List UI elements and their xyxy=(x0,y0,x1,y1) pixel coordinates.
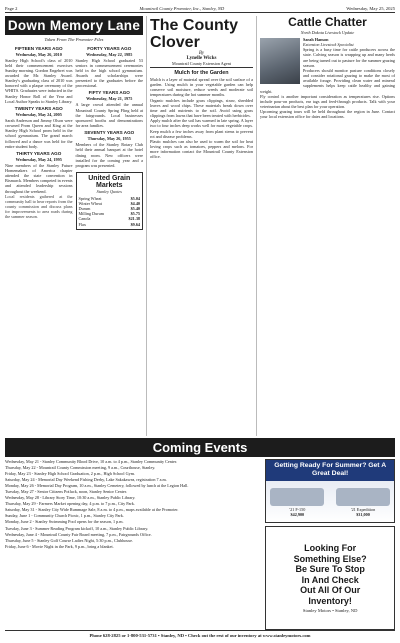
year-date: Wednesday, May 26, 2010 xyxy=(15,51,62,57)
year-heading: FORTY YEARS AGO xyxy=(87,45,132,51)
year-text: Sarah Anderson and Jimmy Olson were crowned Prom Queen and King at the Stanley High School prom held in the school gymnasium. The grand march followed and a dance was held for the entire student body. xyxy=(5,117,73,149)
event-item: Thursday, May 29 - Farmers Market opening day, 4 p.m. to 7 p.m., City Park. xyxy=(5,501,135,507)
issue-date: Wednesday, May 25, 2025 xyxy=(346,5,395,11)
event-item: Wednesday, June 4 - Mountrail County Fair Board meeting, 7 p.m., Fairgrounds Office. xyxy=(5,531,152,537)
memory-entry xyxy=(76,90,144,128)
memory-entry xyxy=(76,46,144,89)
year-text: Stanley High School's class of 2010 held their commencement exercises Sunday morning. Gordon Engebret was awarded the Mr. Stanley Award. Stanley's graduating class of 2010 was honored with a plaque ceremony of the WHITS. Graduates were inducted in the Stanley Honor Roll of the Year and Local Author Speaks to Stanley Library. xyxy=(5,57,73,104)
article-headline: Mulch for the Garden xyxy=(174,70,229,76)
article-paragraph: Producers should monitor pasture conditions closely and consider rotational grazing to make the most of available forage. Providing clean water and mineral supplements helps keep cattle healthy and gaining weight. xyxy=(260,67,395,94)
event-item: Wednesday, May 21 - Stanley Community Blood Drive, 10 a.m. to 4 p.m., Stanley Community Center. xyxy=(5,459,178,464)
truck-image xyxy=(336,488,390,506)
year-date: Wednesday, May 21, 1975 xyxy=(86,96,133,102)
grain-price: $5.75 xyxy=(130,211,140,217)
extension-masthead xyxy=(150,16,253,68)
cattle-author-role: Extension Livestock Specialist xyxy=(303,42,354,48)
article-paragraph: Apply mulch after the soil has warmed in late spring. A layer two to four inches deep works well for most vegetable crops. Keep mulch a few inches away from plant stems to prevent rot and disease problems. xyxy=(150,118,253,139)
year-heading: FIFTEEN YEARS AGO xyxy=(14,45,63,51)
grain-label: Spring Wheat xyxy=(78,195,102,201)
memory-lane-subtitle: Taken From The Promoter Files xyxy=(44,36,104,42)
page-number: Page 2 xyxy=(5,5,18,11)
vehicle-label: '21 F-150 xyxy=(289,507,306,512)
event-item: Monday, May 26 - Memorial Day Program, 10 a.m., Stanley Cemetery, followed by lunch at the Legion Hall. xyxy=(5,483,189,489)
extension-column xyxy=(146,16,256,436)
year-text: Nine members of the Stanley Future Homemakers of America chapter attended the state convention in Bismarck. Members competed in events and attended leadership sessions throughout the weekend. xyxy=(5,162,73,194)
year-date: Wednesday, May 22, 1985 xyxy=(86,51,133,57)
ad-dealer-name: Stanley Motors • Stanley, ND xyxy=(302,608,358,613)
grain-label: Canola xyxy=(78,216,91,222)
memory-entry xyxy=(76,130,144,168)
cattle-subtitle: North Dakota Livestock Update xyxy=(300,30,355,35)
byline-prefix: By xyxy=(198,51,205,56)
event-item: Wednesday, May 28 - Library Story Time, 10:30 a.m., Stanley Public Library. xyxy=(5,495,136,501)
vehicle-label: '21 Expedition xyxy=(350,507,376,512)
year-heading: SEVENTY YEARS AGO xyxy=(84,130,135,136)
article-paragraph: Plastic mulches can also be used to warm the soil for heat loving crops such as tomatoes, peppers and melons. For more information contact the Mountrail County Extension office. xyxy=(150,138,253,160)
memory-lane-banner: Down Memory Lane xyxy=(5,16,143,35)
grain-price: $5.04 xyxy=(130,195,140,201)
memory-entry xyxy=(5,46,73,104)
vehicle-listing[interactable] xyxy=(336,488,390,517)
ad-line: Out All Of Our xyxy=(300,585,361,595)
page-footer xyxy=(5,630,395,640)
extension-title: The County Clover xyxy=(150,17,238,51)
ad-column xyxy=(265,459,395,631)
memory-col-b xyxy=(76,44,144,230)
grain-markets-box xyxy=(76,172,144,230)
author-name: Lynelle Wicks xyxy=(186,56,217,61)
event-item: Friday, May 23 - Stanley High School Graduation, 2 p.m., High School Gym. xyxy=(5,471,135,477)
year-date: Wednesday, May 24, 1995 xyxy=(15,156,62,162)
article-paragraph: Mulch is a layer of material spread over the soil surface of a garden. Using mulch in your vegetable garden can help conserve soil moisture, reduce weeds and moderate soil temperatures during the hot summer months. xyxy=(150,77,253,98)
year-date: Thursday, May 26, 1955 xyxy=(87,136,131,142)
grain-price: $21.38 xyxy=(128,216,140,222)
ad-line: Looking For xyxy=(304,543,357,553)
grain-label: Flax xyxy=(78,221,86,227)
ad-line: Inventory! xyxy=(308,595,352,606)
event-item: Tuesday, May 27 - Senior Citizens Potluck, noon, Stanley Senior Center. xyxy=(5,489,127,495)
grain-label: Winter Wheat xyxy=(78,200,102,206)
vehicle-price: $31,000 xyxy=(356,512,370,517)
grain-label: Milling Durum xyxy=(78,211,104,217)
event-item: Tuesday, June 3 - Summer Reading Program kickoff, 10 a.m., Stanley Public Library. xyxy=(5,525,149,531)
paper-name: Mountrail County Promoter, Inc., Stanley, ND xyxy=(139,5,225,11)
ad-line: Something Else? xyxy=(293,553,367,564)
grain-label: Durum xyxy=(78,205,91,211)
grain-markets-table xyxy=(79,196,141,227)
memory-entry xyxy=(5,106,73,149)
article-paragraph: Organic mulches include grass clippings, straw, shredded leaves and wood chips. These materials break down over time and add nutrients to the soil. Avoid using grass clippings from lawns that have been treated with herbicides. xyxy=(150,97,253,119)
event-item: Monday, June 2 - Stanley Swimming Pool opens for the season, 1 p.m. xyxy=(5,519,124,525)
vehicle-price: $42,900 xyxy=(290,512,305,517)
grain-price: $9.64 xyxy=(130,221,140,227)
grain-price: $4.40 xyxy=(130,200,140,206)
dealer-ad-headline: Getting Ready For Summer? Get A Great Deal! xyxy=(274,462,387,477)
coming-events-title: Coming Events xyxy=(152,440,248,455)
event-item: Thursday, June 5 - Stanley Golf Course Ladies Night, 5:30 p.m., Clubhouse. xyxy=(5,537,134,543)
year-heading: FIFTY YEARS AGO xyxy=(88,90,130,96)
author-role: Mountrail County Extension Agent xyxy=(172,61,231,66)
memory-lane-section xyxy=(5,16,146,436)
event-item: Friday, June 6 - Movie Night in the Park, 9 p.m., bring a blanket. xyxy=(5,543,114,549)
footer-text: Phone 628-2825 or 1-800-531-5731 • Stanley, ND • Check out the rest of our inventory at www.stanleymotors.com xyxy=(89,633,311,638)
cattle-title: Cattle Chatter xyxy=(288,16,367,29)
memory-filler-text: Local residents gathered at the community hall to hear reports from the county commission and discuss plans for improvements to area roads during the summer season. xyxy=(5,193,73,220)
event-item: Thursday, May 22 - Mountrail County Commission meeting, 9 a.m., Courthouse, Stanley. xyxy=(5,465,156,471)
dealer-ad[interactable] xyxy=(265,459,395,523)
year-date: Wednesday, May 24, 2005 xyxy=(15,111,62,117)
grain-market-row xyxy=(79,222,141,227)
inventory-ad[interactable] xyxy=(265,526,395,630)
event-item: Saturday, May 31 - Stanley City Wide Rummage Sale, 8 a.m. to 4 p.m., maps available at the Promoter. xyxy=(5,507,179,513)
event-item: Saturday, May 24 - Memorial Day Weekend Fishing Derby, Lake Sakakawea, registration 7 a.m. xyxy=(5,477,167,483)
grain-price: $5.40 xyxy=(130,205,140,211)
ad-line: In And Check xyxy=(301,574,359,585)
coming-events-list xyxy=(5,459,261,631)
memory-col-a xyxy=(5,44,73,230)
cattle-author: Sarah Hanson xyxy=(303,37,329,42)
article-paragraph: Fly control is another important consideration as temperatures rise. Options include pour-on products, ear tags and feed-through products. Talk with your veterinarian about the best plan for your operation. xyxy=(260,93,395,110)
truck-image xyxy=(270,488,324,506)
year-text: Members of the Stanley Rotary Club held their annual banquet at the hotel dining room. New officers were installed for the coming year and a program was presented. xyxy=(75,142,143,168)
article-paragraph: Spring is a busy time for cattle producers across the state. Calving season is wrapping up and many herds are being turned out to pasture for the summer grazing season. xyxy=(303,47,395,68)
ad-line: Be Sure To Stop xyxy=(295,564,365,574)
article-paragraph: Upcoming grazing tours will be held throughout the region in June. Contact your local extension office for dates and locations. xyxy=(260,109,395,120)
grain-markets-title: United Grain Markets xyxy=(88,175,131,189)
vehicle-listing[interactable] xyxy=(270,488,324,517)
year-text: Stanley High School graduated 53 seniors in commencement ceremonies held in the high school gymnasium. Awards and scholarships were presented to the graduates before the processional. xyxy=(75,57,143,89)
cattle-column xyxy=(256,16,395,436)
coming-events-banner xyxy=(5,438,395,457)
event-item: Sunday, June 1 - Community Church Picnic, 1 p.m., Stanley City Park. xyxy=(5,513,124,519)
year-heading: THIRTY YEARS AGO xyxy=(16,150,62,156)
page-header xyxy=(5,3,395,13)
year-heading: TWENTY YEARS AGO xyxy=(14,105,63,111)
memory-entry xyxy=(5,151,73,194)
author-photo xyxy=(260,38,300,84)
year-text: A large crowd attended the annual Mountrail County Spring Fling held at the fairgrounds. Local businesses sponsored booths and demonstrations for area families. xyxy=(75,102,143,129)
grain-markets-subtitle: Stanley Quotes xyxy=(96,189,122,194)
